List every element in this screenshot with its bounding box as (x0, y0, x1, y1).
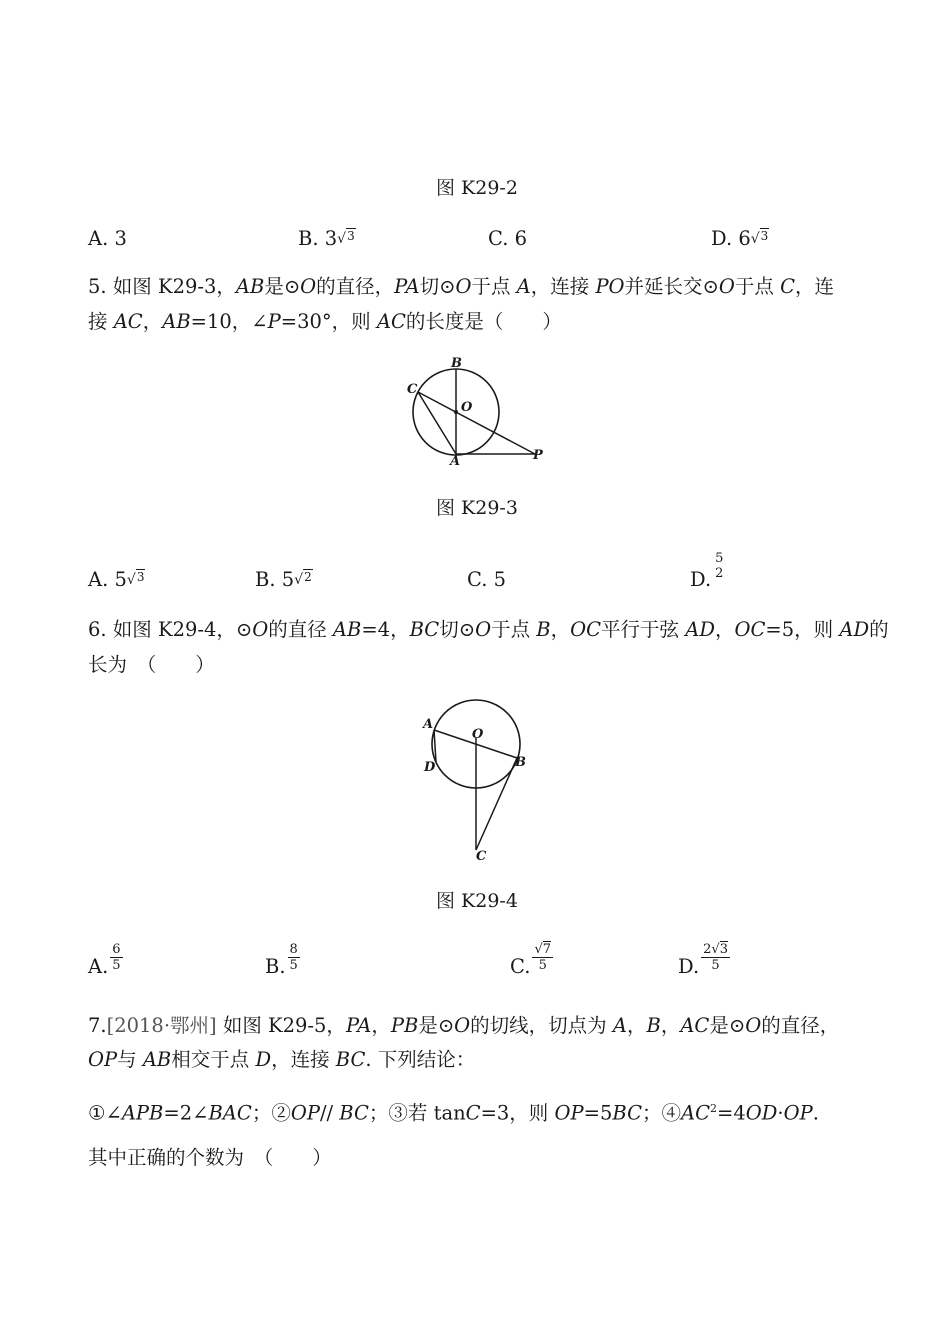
var: C (780, 275, 796, 298)
q6-option-d-radicand: 3 (719, 942, 728, 957)
text: ；② (251, 1101, 291, 1125)
text: =5，则 (765, 618, 840, 641)
var: B (536, 618, 551, 641)
var: O (252, 618, 269, 641)
text: 与 (117, 1048, 143, 1071)
text: 的直径， (761, 1014, 840, 1037)
q6-option-d-numerator: 2√3 (703, 942, 728, 957)
q6-option-c-denominator: 5 (538, 958, 547, 973)
text: ， (714, 618, 735, 641)
q5-option-c: C. 5 (467, 568, 507, 591)
q6-option-b-denominator: 5 (289, 958, 298, 973)
text: 是⊙ (264, 275, 301, 298)
q6-option-a (88, 940, 123, 978)
text: 是⊙ (418, 1014, 455, 1037)
var: AC (113, 310, 143, 333)
var: AD (839, 618, 870, 641)
label-b: B (451, 356, 462, 371)
label-d: D (424, 760, 436, 775)
text: ，连接 (530, 275, 596, 298)
var: OP (290, 1101, 320, 1125)
text: =30°，则 (280, 310, 377, 333)
var: P (267, 310, 281, 333)
q6-option-c-prefix: C. (510, 955, 531, 978)
figure-k29-3-caption: 图 K29-3 (436, 497, 518, 519)
var: PO (595, 275, 625, 298)
q6-option-a-numerator: 6 (112, 942, 121, 957)
q6-option-b-prefix: B. (265, 955, 286, 978)
sqrt-sign: √7 (534, 942, 552, 957)
var: OP (88, 1048, 118, 1071)
label-a: A (423, 717, 434, 732)
fraction (713, 551, 725, 581)
text: ，连接 (271, 1048, 336, 1071)
sqrt-sign: √$^3$ (337, 229, 355, 247)
var: APB (121, 1101, 164, 1125)
q7-stem-line-2 (88, 1043, 475, 1077)
q6-option-a-prefix: A. (88, 955, 109, 978)
text: 于点 (734, 275, 781, 298)
center-dot (454, 410, 458, 414)
var: BC (335, 1048, 366, 1071)
q5-option-a (88, 563, 145, 599)
q6-option-b (265, 940, 300, 978)
text: ，连 (795, 275, 835, 298)
q4-option-d (711, 222, 769, 258)
text: 的直径， (316, 275, 395, 298)
q5-option-b-radicand: 2 (304, 570, 312, 584)
figure-k29-4-caption: 图 K29-4 (436, 890, 518, 912)
label-a: A (450, 454, 461, 467)
text: · (777, 1101, 784, 1125)
var: OP (554, 1101, 584, 1125)
var: AC (681, 1101, 711, 1125)
text: 切⊙ (419, 275, 456, 298)
fraction (532, 942, 553, 973)
var: AC (376, 310, 406, 333)
q5-stem-line-2 (88, 305, 562, 339)
segment-cp (418, 392, 535, 454)
text: =4， (361, 618, 410, 641)
figure-k29-3-diagram (400, 352, 560, 467)
label-o: O (461, 400, 473, 415)
text: ；④ (642, 1101, 682, 1125)
var: O (300, 275, 317, 298)
var: OC (570, 618, 602, 641)
q4-option-b-prefix: B. 3 (298, 227, 338, 250)
label-c: C (407, 382, 418, 397)
label-o: O (472, 727, 484, 742)
text: ， (660, 1014, 681, 1037)
q5-option-b (255, 563, 313, 599)
q4-option-d-radicand: 3 (760, 229, 769, 243)
text: . (812, 1101, 819, 1125)
q6-stem-line-2: 长为 （ ） (88, 653, 215, 676)
var: AB (332, 618, 362, 641)
q7-statements (88, 1092, 819, 1131)
text: 接 (88, 310, 114, 333)
text: . 下列结论： (365, 1048, 476, 1071)
text: 是⊙ (709, 1014, 746, 1037)
text: 切⊙ (439, 618, 476, 641)
q6-stem-line-1 (88, 613, 889, 647)
label-c: C (476, 849, 487, 864)
var: AB (235, 275, 265, 298)
q6-option-d-prefix: D. (678, 955, 700, 978)
var: B (646, 1014, 661, 1037)
var: AC (680, 1014, 710, 1037)
q6-option-c-radicand: 7 (542, 942, 552, 957)
fraction (288, 942, 300, 973)
text: =3，则 (480, 1101, 555, 1125)
text: 的切线，切点为 (470, 1014, 613, 1037)
sqrt-sign: √$^3$ (750, 229, 769, 247)
var: A (516, 275, 531, 298)
q4-option-b (298, 222, 356, 258)
q5-option-a-prefix: A. 5 (88, 568, 127, 591)
tangent-bc (476, 758, 517, 850)
q5-option-d (690, 548, 725, 591)
text: 的直径 (268, 618, 333, 641)
q6-option-d-coefficient: 2 (703, 942, 712, 957)
var: PA (394, 275, 420, 298)
label-p: P (533, 448, 543, 463)
text: =2∠ (163, 1101, 209, 1125)
var: BC (612, 1101, 642, 1125)
var: AD (685, 618, 715, 641)
var: O (745, 1014, 762, 1037)
var: AB (142, 1048, 172, 1071)
figure-k29-2-caption: 图 K29-2 (436, 177, 518, 199)
text: =10，∠ (190, 310, 268, 333)
text: 于点 (491, 618, 537, 641)
q5-option-b-prefix: B. 5 (255, 568, 295, 591)
text: ①∠ (88, 1101, 122, 1125)
q5-option-d-denominator: 2 (715, 565, 724, 581)
text: ， (142, 310, 163, 333)
text: =5 (583, 1101, 613, 1125)
var: D (255, 1048, 272, 1071)
text: ， (550, 618, 571, 641)
text: ， (371, 1014, 391, 1037)
sqrt-sign: √$^3$ (126, 570, 145, 588)
var: OD (745, 1101, 778, 1125)
q6-option-d-denominator: 5 (711, 958, 720, 973)
var: PA (345, 1014, 372, 1037)
text: 5. 如图 K29-3， (88, 275, 236, 298)
text: 6. 如图 K29-4，⊙ (88, 618, 253, 641)
text: 相交于点 (171, 1048, 256, 1071)
text: =4 (717, 1101, 746, 1125)
figure-k29-4-diagram (418, 692, 530, 864)
var: O (454, 1014, 471, 1037)
text: ， (626, 1014, 647, 1037)
text: 的 (869, 618, 889, 641)
text: ；③若 tan (368, 1101, 466, 1125)
q7-stem-line-1 (88, 1009, 839, 1043)
var: O (475, 618, 492, 641)
q4-option-d-prefix: D. 6 (711, 227, 751, 250)
fraction (701, 942, 730, 973)
var: BC (409, 618, 440, 641)
sqrt-sign: √$^2$ (294, 570, 312, 588)
q4-option-a: A. 3 (88, 227, 127, 250)
text: 平行于弦 (601, 618, 686, 641)
q4-option-c: C. 6 (488, 227, 528, 250)
text: 的长度是（ ） (405, 310, 562, 333)
label-b: B (515, 755, 526, 770)
var: BC (339, 1101, 369, 1125)
text: 7. (88, 1014, 107, 1037)
var: A (612, 1014, 627, 1037)
q6-option-d (678, 940, 730, 978)
var: C (465, 1101, 481, 1125)
q7-question-line: 其中正确的个数为 （ ） (88, 1146, 332, 1169)
text: 于点 (471, 275, 517, 298)
var: O (718, 275, 735, 298)
q5-option-a-radicand: 3 (136, 570, 145, 584)
var: PB (390, 1014, 419, 1037)
q5-option-d-prefix: D. (690, 568, 712, 591)
q6-option-a-denominator: 5 (112, 958, 121, 973)
q5-option-d-numerator: 5 (715, 550, 724, 566)
q4-option-b-radicand: 3 (347, 229, 355, 243)
q5-stem-line-1 (88, 270, 834, 304)
text: 如图 K29-5， (216, 1014, 346, 1037)
var: O (455, 275, 472, 298)
var: OP (783, 1101, 813, 1125)
superscript: 2 (710, 1102, 718, 1115)
text: // (319, 1101, 340, 1125)
fraction (110, 942, 122, 973)
q6-option-b-numerator: 8 (289, 942, 298, 957)
q6-option-c (510, 940, 553, 978)
text: 并延长交⊙ (624, 275, 719, 298)
source-tag: [2018·鄂州] (106, 1014, 217, 1037)
var: BAC (208, 1101, 252, 1125)
var: OC (734, 618, 766, 641)
var: AB (162, 310, 191, 333)
